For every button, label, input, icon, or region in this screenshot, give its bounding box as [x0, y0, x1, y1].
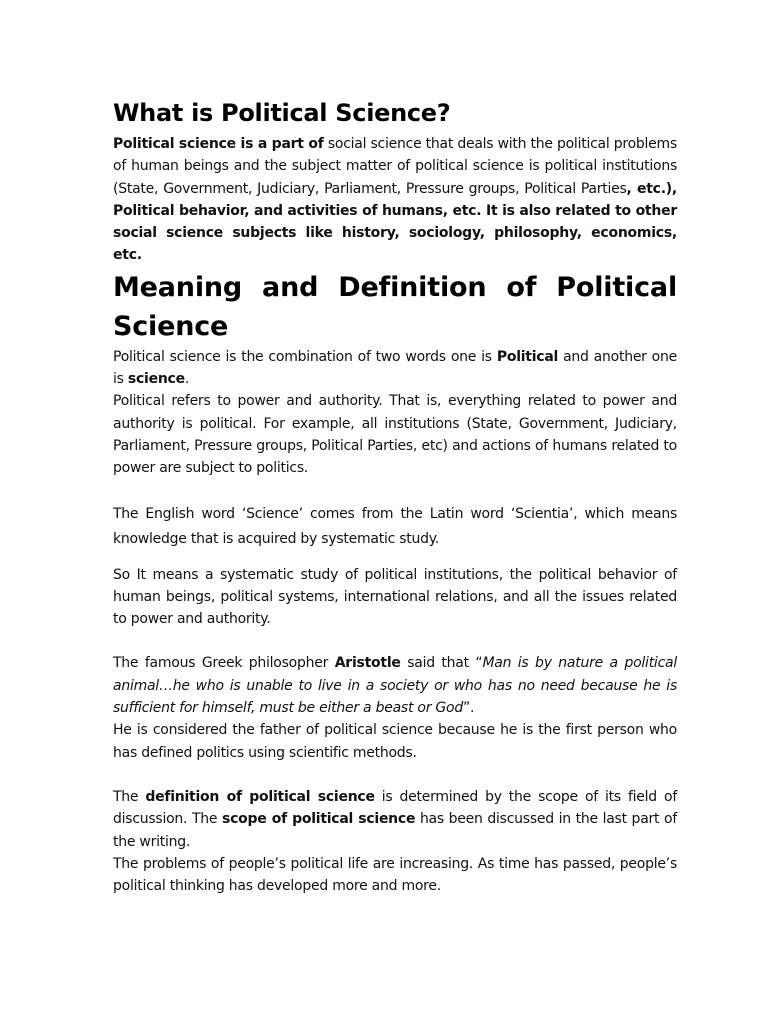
intro-bold-start: Political science is a part of [113, 136, 324, 152]
paragraph-aristotle-quote [113, 652, 677, 719]
spacer [113, 630, 677, 652]
heading-meaning-and-definition: Meaning and Definition of Political Science [113, 271, 677, 342]
definition-text-2: is determined by the scope of its field of discussion. The [113, 788, 677, 828]
aristotle-text-2: said that “ [400, 655, 483, 672]
paragraph-problems-increasing: The problems of people’s political life are increasing. As time has passed, people’s political thinking has developed more and more. [113, 855, 677, 895]
aristotle-text-1: The famous Greek philosopher [113, 655, 335, 672]
paragraph-science-word: The English word ‘Science’ comes from the Latin word ‘Scientia’, which means knowledge that is acquired by systematic study. [113, 505, 677, 547]
heading-what-is-political-science: What is Political Science? [113, 99, 451, 127]
spacer [113, 764, 677, 786]
aristotle-quote: Man is by nature a political animal…he who is unable to live in a society or who has no need because he is sufficient for himself, must be either a beast or God [113, 655, 677, 717]
aristotle-bold-name: Aristotle [334, 655, 401, 672]
paragraph-father-of-political-science: He is considered the father of political science because he is the first person who has defined politics using scientific methods. [113, 722, 677, 761]
definition-text-3: has been discussed in the last part of the writing. [113, 811, 677, 850]
combination-text-3: . [184, 371, 190, 388]
definition-text-1: The [113, 788, 146, 805]
paragraph-political-refers: Political refers to power and authority. That is, everything related to power and authority is political. For example, all institutions (State, Government, Judiciary, Parliament, Pressure groups, Political Parties, etc) and actions of humans related to power are subject to politics. [113, 393, 677, 477]
definition-bold-2: scope of political science [222, 811, 416, 828]
intro-text: social science that deals with the political problems of human beings and the subject matter of political science is political institutions (State, Government, Judiciary, Parliament, Pressure groups, Political Parties [113, 136, 677, 197]
intro-bold-end: , etc.), Political behavior, and activities of humans, etc. It is also related to other social science subjects like history, sociology, philosophy, economics, etc. [113, 180, 678, 264]
spacer [113, 552, 677, 564]
definition-bold-1: definition of political science [145, 788, 375, 805]
aristotle-text-3: ”. [462, 700, 475, 717]
paragraph-combination [113, 346, 677, 391]
combination-bold-political: Political [496, 348, 559, 365]
combination-text-2: and another one is [113, 348, 677, 388]
spacer [113, 480, 677, 502]
combination-text-1: Political science is the combination of two words one is [113, 348, 497, 365]
combination-bold-science: science [127, 371, 185, 388]
document-body [113, 96, 677, 897]
paragraph-definition-scope [113, 786, 677, 853]
paragraph-intro [113, 133, 677, 267]
paragraph-systematic-study: So It means a systematic study of political institutions, the political behavior of human beings, political systems, international relations, and all the issues related to power and authority. [113, 566, 677, 628]
